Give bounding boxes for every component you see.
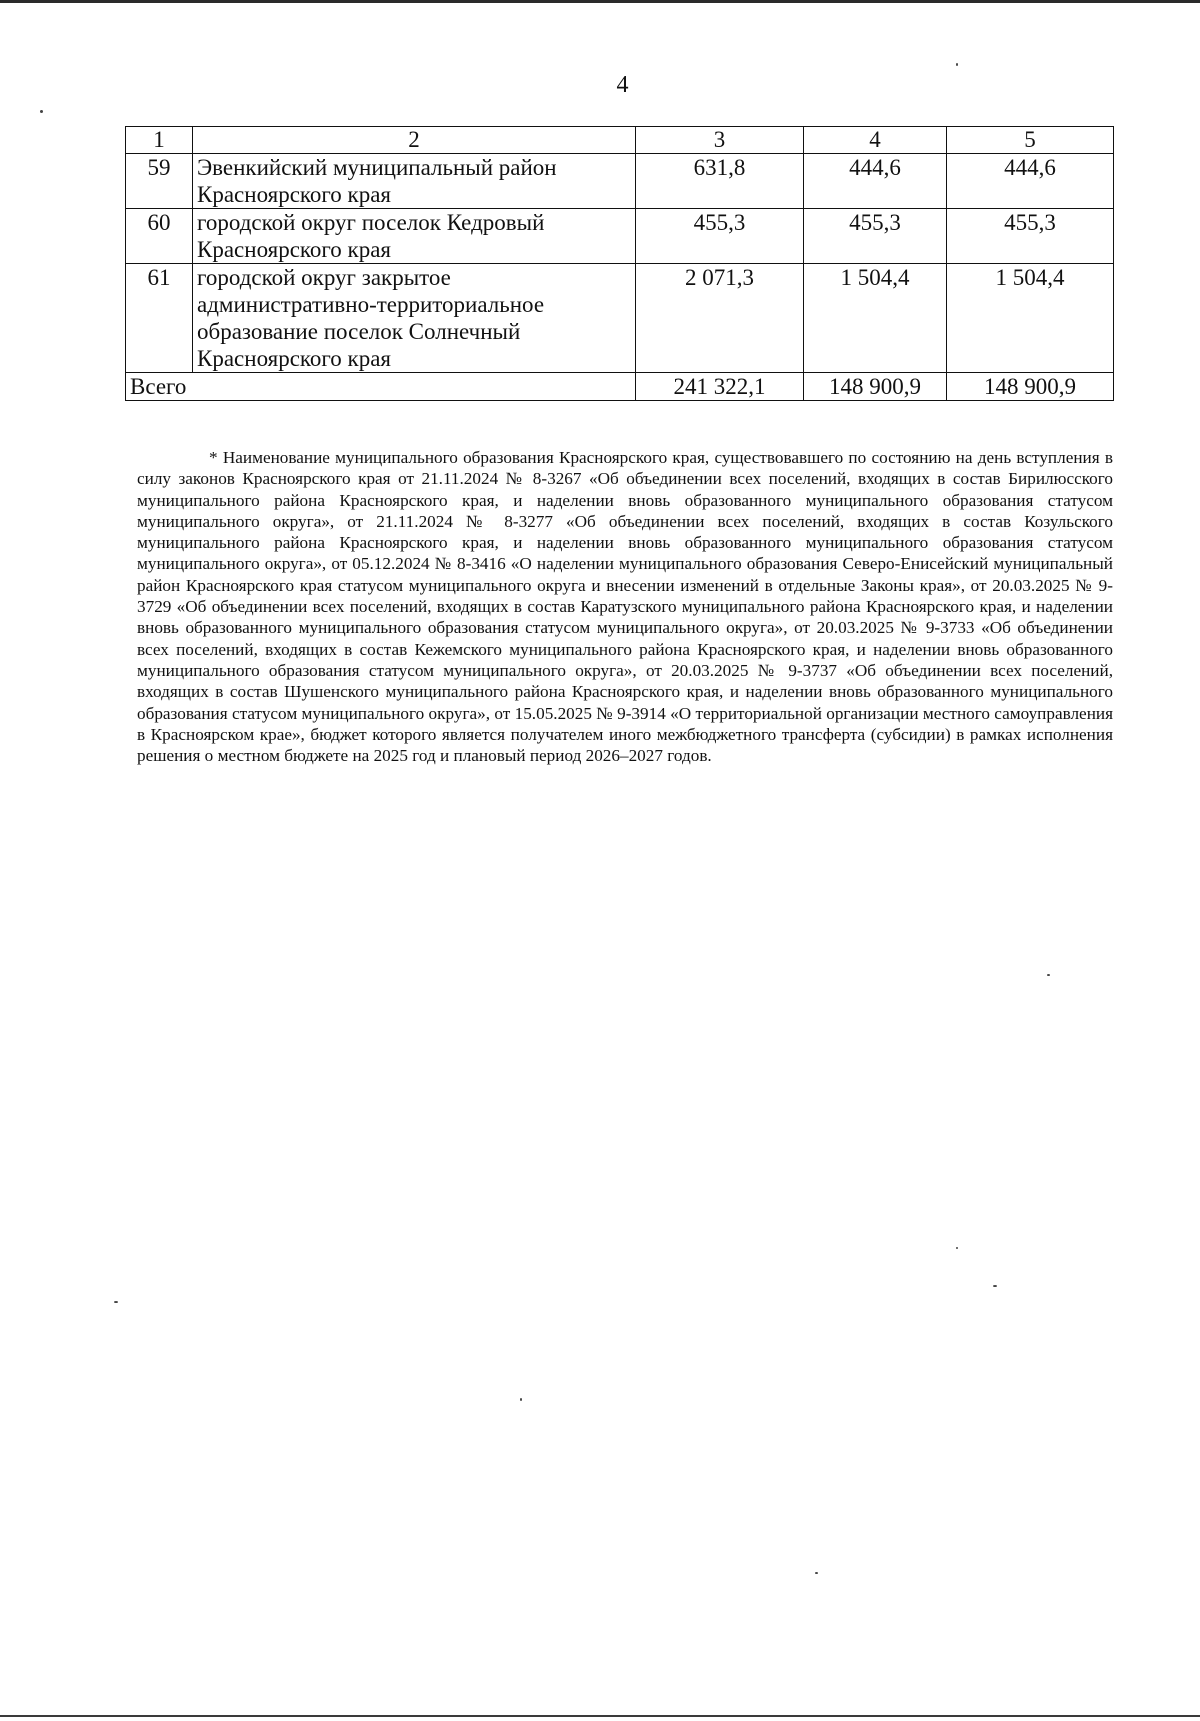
data-table [125,126,1114,401]
municipality-name: городской округ поселок Кедровый Красноярского края [193,209,636,264]
table-total-row [126,373,1114,401]
scan-speck [520,1398,522,1401]
scan-top-edge [0,0,1200,3]
header-cell: 3 [636,127,804,154]
value-col5: 455,3 [947,209,1114,264]
total-col4: 148 900,9 [804,373,947,401]
scan-bottom-edge [0,1715,1200,1717]
scan-speck [956,63,958,66]
table-row [126,209,1114,264]
header-cell: 5 [947,127,1114,154]
value-col3: 455,3 [636,209,804,264]
value-col5: 1 504,4 [947,264,1114,373]
row-number: 60 [126,209,193,264]
municipality-name: Эвенкийский муниципальный район Красноярского края [193,154,636,209]
scan-speck [956,1247,958,1249]
value-col4: 444,6 [804,154,947,209]
header-cell: 2 [193,127,636,154]
table-row [126,154,1114,209]
header-cell: 1 [126,127,193,154]
total-col5: 148 900,9 [947,373,1114,401]
scan-speck [114,1301,118,1303]
value-col3: 631,8 [636,154,804,209]
row-number: 59 [126,154,193,209]
page-number: 4 [616,72,629,98]
value-col4: 455,3 [804,209,947,264]
value-col5: 444,6 [947,154,1114,209]
table-header-row [126,127,1114,154]
row-number: 61 [126,264,193,373]
table-row [126,264,1114,373]
municipality-name: городской округ закрытое административно-территориальное образование поселок Солнечный Красноярского края [193,264,636,373]
total-label: Всего [126,373,636,401]
value-col3: 2 071,3 [636,264,804,373]
value-col4: 1 504,4 [804,264,947,373]
scan-speck [1047,974,1050,976]
scan-speck [815,1572,818,1574]
footnote: * Наименование муниципального образования Красноярского края, существовавшего по состоянию на день вступления в силу законов Красноярского края от 21.11.2024 № 8-3267 «Об объединении всех поселений, входящих в состав Бирилюсского муниципального района Красноярского края, и наделении вновь образованного муниципального образования статусом муниципального округа», от 21.11.2024 № 8-3277 «Об объединении всех поселений, входящих в состав Козульского муниципального района Красноярского края, и наделении вновь образованного муниципального образования статусом муниципального округа», от 05.12.2024 № 8-3416 «О наделении муниципального образования Северо-Енисейский муниципальный район Красноярского края статусом муниципального округа и внесении изменений в отдельные Законы края», от 20.03.2025 № 9-3729 «Об объединении всех поселений, входящих в состав Каратузского муниципального района Красноярского края, и наделении вновь образованного муниципального образования статусом муниципального округа», от 20.03.2025 № 9-3733 «Об объединении всех поселений, входящих в состав Кежемского муниципального района Красноярского края, и наделении вновь образованного муниципального образования статусом муниципального округа», от 20.03.2025 № 9-3737 «Об объединении всех поселений, входящих в состав Шушенского муниципального района Красноярского края, и наделении вновь образованного муниципального образования статусом муниципального округа», от 15.05.2025 № 9-3914 «О территориальной организации местного самоуправления в Красноярском крае», бюджет которого является получателем иного межбюджетного трансферта (субсидии) в рамках исполнения решения о местном бюджете на 2025 год и плановый период 2026–2027 годов. [137,448,1113,766]
total-col3: 241 322,1 [636,373,804,401]
scan-speck [993,1285,997,1287]
scan-speck [40,110,43,113]
header-cell: 4 [804,127,947,154]
